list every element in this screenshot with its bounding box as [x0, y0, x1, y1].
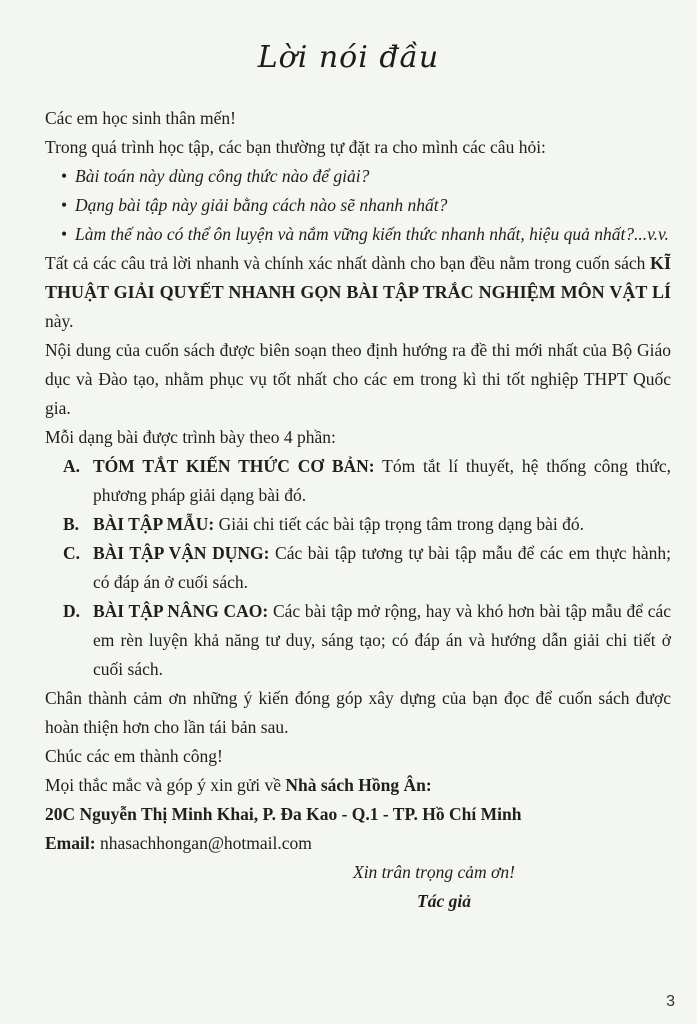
- section-label: D.: [63, 601, 81, 621]
- bullet-icon: •: [61, 224, 68, 244]
- preface-body: [45, 104, 671, 916]
- paragraph-wish: Chúc các em thành công!: [45, 746, 223, 766]
- section-heading: BÀI TẬP NÂNG CAO:: [93, 601, 269, 621]
- section-heading: TÓM TẮT KIẾN THỨC CƠ BẢN:: [93, 456, 375, 476]
- section-label: B.: [63, 514, 80, 534]
- contact-text: Mọi thắc mắc và góp ý xin gửi về: [45, 775, 286, 795]
- author-signature: Tác giả: [417, 891, 471, 911]
- question-text: Bài toán này dùng công thức nào để giải?: [75, 166, 370, 186]
- contact-line: [45, 771, 671, 800]
- section-text: Các bài tập mở rộng, hay và khó hơn bài tập mẫu để các em rèn luyện khả năng tư duy, sáng tạo; có đáp án và hướng dẫn giải chi tiết ở cuối sách.: [93, 601, 672, 679]
- question-item: [45, 191, 671, 220]
- intro-line: Trong quá trình học tập, các bạn thường tự đặt ra cho mình các câu hỏi:: [45, 137, 546, 157]
- email-label: Email:: [45, 833, 96, 853]
- email-line: [45, 829, 671, 858]
- section-text: Tóm tắt lí thuyết, hệ thống công thức, phương pháp giải dạng bài đó.: [93, 456, 671, 505]
- page-number: 3: [666, 993, 675, 1010]
- section-text: Các bài tập tương tự bài tập mẫu để các em thực hành; có đáp án ở cuối sách.: [93, 543, 671, 592]
- section-item-a: [45, 452, 671, 510]
- section-text: Giải chi tiết các bài tập trọng tâm trong dạng bài đó.: [214, 514, 585, 534]
- question-text: Làm thế nào có thể ôn luyện và nắm vững kiến thức nhanh nhất, hiệu quả nhất?...v.v.: [75, 224, 669, 244]
- section-item-c: [45, 539, 671, 597]
- book-title: KĨ THUẬT GIẢI QUYẾT NHANH GỌN BÀI TẬP TRẮC NGHIỆM MÔN VẬT LÍ: [45, 253, 671, 302]
- publisher-name: Nhà sách Hồng Ân:: [285, 775, 432, 795]
- paragraph-book: [45, 249, 671, 336]
- question-item: [45, 220, 671, 249]
- question-text: Dạng bài tập này giải bằng cách nào sẽ nhanh nhất?: [75, 195, 448, 215]
- bullet-icon: •: [61, 195, 68, 215]
- paragraph-content: Nội dung của cuốn sách được biên soạn theo định hướng ra đề thi mới nhất của Bộ Giáo dục và Đào tạo, nhằm phục vụ tốt nhất cho các em trong kì thi tốt nghiệp THPT Quốc gia.: [45, 340, 671, 418]
- greeting: Các em học sinh thân mến!: [45, 108, 236, 128]
- page-title: Lời nói đầu: [257, 40, 440, 75]
- address-line: 20C Nguyễn Thị Minh Khai, P. Đa Kao - Q.1 - TP. Hồ Chí Minh: [45, 804, 522, 824]
- section-heading: BÀI TẬP MẪU:: [93, 514, 215, 534]
- section-label: A.: [63, 456, 81, 476]
- paragraph-text: Tất cả các câu trả lời nhanh và chính xác nhất dành cho bạn đều nằm trong cuốn sách: [45, 253, 650, 273]
- bullet-icon: •: [61, 166, 68, 186]
- section-label: C.: [63, 543, 81, 563]
- section-item-d: [45, 597, 671, 684]
- paragraph-sections-intro: Mỗi dạng bài được trình bày theo 4 phần:: [45, 427, 336, 447]
- section-item-b: [45, 510, 671, 539]
- paragraph-text: này.: [45, 311, 74, 331]
- paragraph-thanks: Chân thành cảm ơn những ý kiến đóng góp xây dựng của bạn đọc để cuốn sách được hoàn thiện hơn cho lần tái bản sau.: [45, 688, 671, 737]
- section-heading: BÀI TẬP VẬN DỤNG:: [93, 543, 270, 563]
- closing-thanks: Xin trân trọng cảm ơn!: [353, 862, 515, 882]
- question-item: [45, 162, 671, 191]
- email-address: nhasachhongan@hotmail.com: [95, 833, 312, 853]
